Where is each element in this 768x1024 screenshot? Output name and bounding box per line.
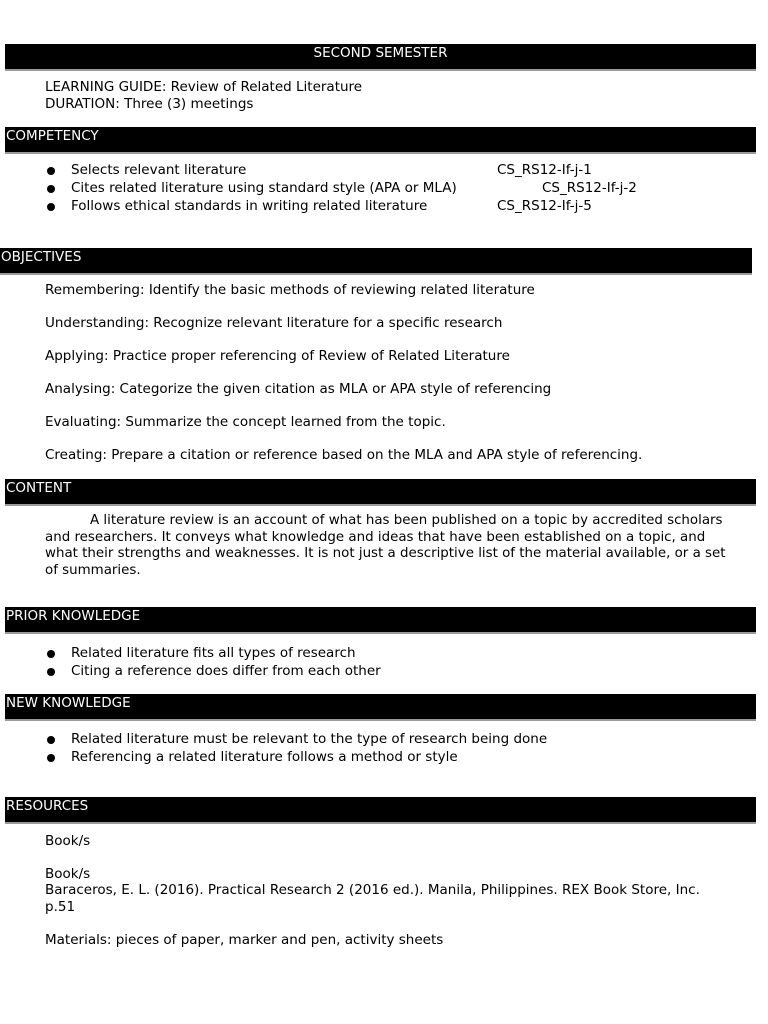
objective-evaluating: Evaluating: Summarize the concept learned from the topic.: [45, 414, 446, 430]
new-knowledge-header-bar: [5, 694, 756, 719]
competency-item: [45, 162, 745, 180]
competency-text: Cites related literature using standard style (APA or MLA): [71, 180, 457, 196]
prior-knowledge-item: [45, 663, 745, 681]
bullet-icon: [47, 668, 55, 676]
resources-book-label-2: Book/s: [45, 866, 91, 882]
duration-line: DURATION: Three (3) meetings: [45, 96, 254, 112]
content-paragraph: [45, 513, 735, 579]
new-knowledge-heading: NEW KNOWLEDGE: [6, 695, 131, 711]
prior-knowledge-header-bar: [5, 607, 756, 632]
content-heading: CONTENT: [6, 480, 72, 496]
competency-list: [45, 162, 745, 216]
objective-understanding: Understanding: Recognize relevant literature for a specific research: [45, 315, 503, 331]
bullet-icon: [47, 754, 55, 762]
semester-header-bar: [5, 44, 756, 69]
objectives-heading: OBJECTIVES: [1, 249, 82, 265]
competency-text: Selects relevant literature: [71, 162, 247, 178]
bullet-icon: [47, 650, 55, 658]
prior-knowledge-item: [45, 645, 745, 663]
resources-heading: RESOURCES: [6, 798, 89, 814]
content-header-bar: [5, 479, 756, 504]
semester-title: SECOND SEMESTER: [313, 45, 448, 61]
prior-knowledge-text: Related literature fits all types of research: [71, 645, 356, 661]
competency-item: [45, 198, 745, 216]
objective-creating: Creating: Prepare a citation or reference based on the MLA and APA style of referencing.: [45, 447, 643, 463]
content-paragraph-text: A literature review is an account of what has been published on a topic by accredited scholars and researchers. It conveys what knowledge and ideas that have been established on a topic, and what their strengths and weaknesses. It is not just a descriptive list of the material available, or a set of summaries.: [45, 513, 726, 578]
new-knowledge-item: [45, 731, 745, 749]
bullet-icon: [47, 167, 55, 175]
resources-citation: Baraceros, E. L. (2016). Practical Research 2 (2016 ed.). Manila, Philippines. REX Book Store, Inc.: [45, 882, 700, 898]
competency-code: CS_RS12-If-j-1: [497, 162, 592, 178]
competency-code: CS_RS12-If-j-2: [542, 180, 637, 196]
prior-knowledge-list: [45, 645, 745, 681]
competency-item: [45, 180, 745, 198]
objective-analysing: Analysing: Categorize the given citation as MLA or APA style of referencing: [45, 381, 552, 397]
competency-header-bar: [5, 127, 756, 152]
objective-applying: Applying: Practice proper referencing of Review of Related Literature: [45, 348, 510, 364]
objective-remembering: Remembering: Identify the basic methods of reviewing related literature: [45, 282, 535, 298]
bullet-icon: [47, 203, 55, 211]
new-knowledge-list: [45, 731, 745, 767]
new-knowledge-item: [45, 749, 745, 767]
objectives-header-bar: [0, 248, 752, 273]
resources-book-label: Book/s: [45, 833, 91, 849]
prior-knowledge-text: Citing a reference does differ from each other: [71, 663, 381, 679]
bullet-icon: [47, 185, 55, 193]
new-knowledge-text: Referencing a related literature follows a method or style: [71, 749, 458, 765]
resources-citation-page: p.51: [45, 899, 76, 915]
competency-heading: COMPETENCY: [6, 128, 99, 144]
learning-guide-line: LEARNING GUIDE: Review of Related Literature: [45, 79, 363, 95]
competency-code: CS_RS12-If-j-5: [497, 198, 592, 214]
bullet-icon: [47, 736, 55, 744]
prior-knowledge-heading: PRIOR KNOWLEDGE: [6, 608, 141, 624]
new-knowledge-text: Related literature must be relevant to the type of research being done: [71, 731, 548, 747]
resources-materials: Materials: pieces of paper, marker and pen, activity sheets: [45, 932, 444, 948]
competency-text: Follows ethical standards in writing related literature: [71, 198, 428, 214]
resources-header-bar: [5, 797, 756, 822]
